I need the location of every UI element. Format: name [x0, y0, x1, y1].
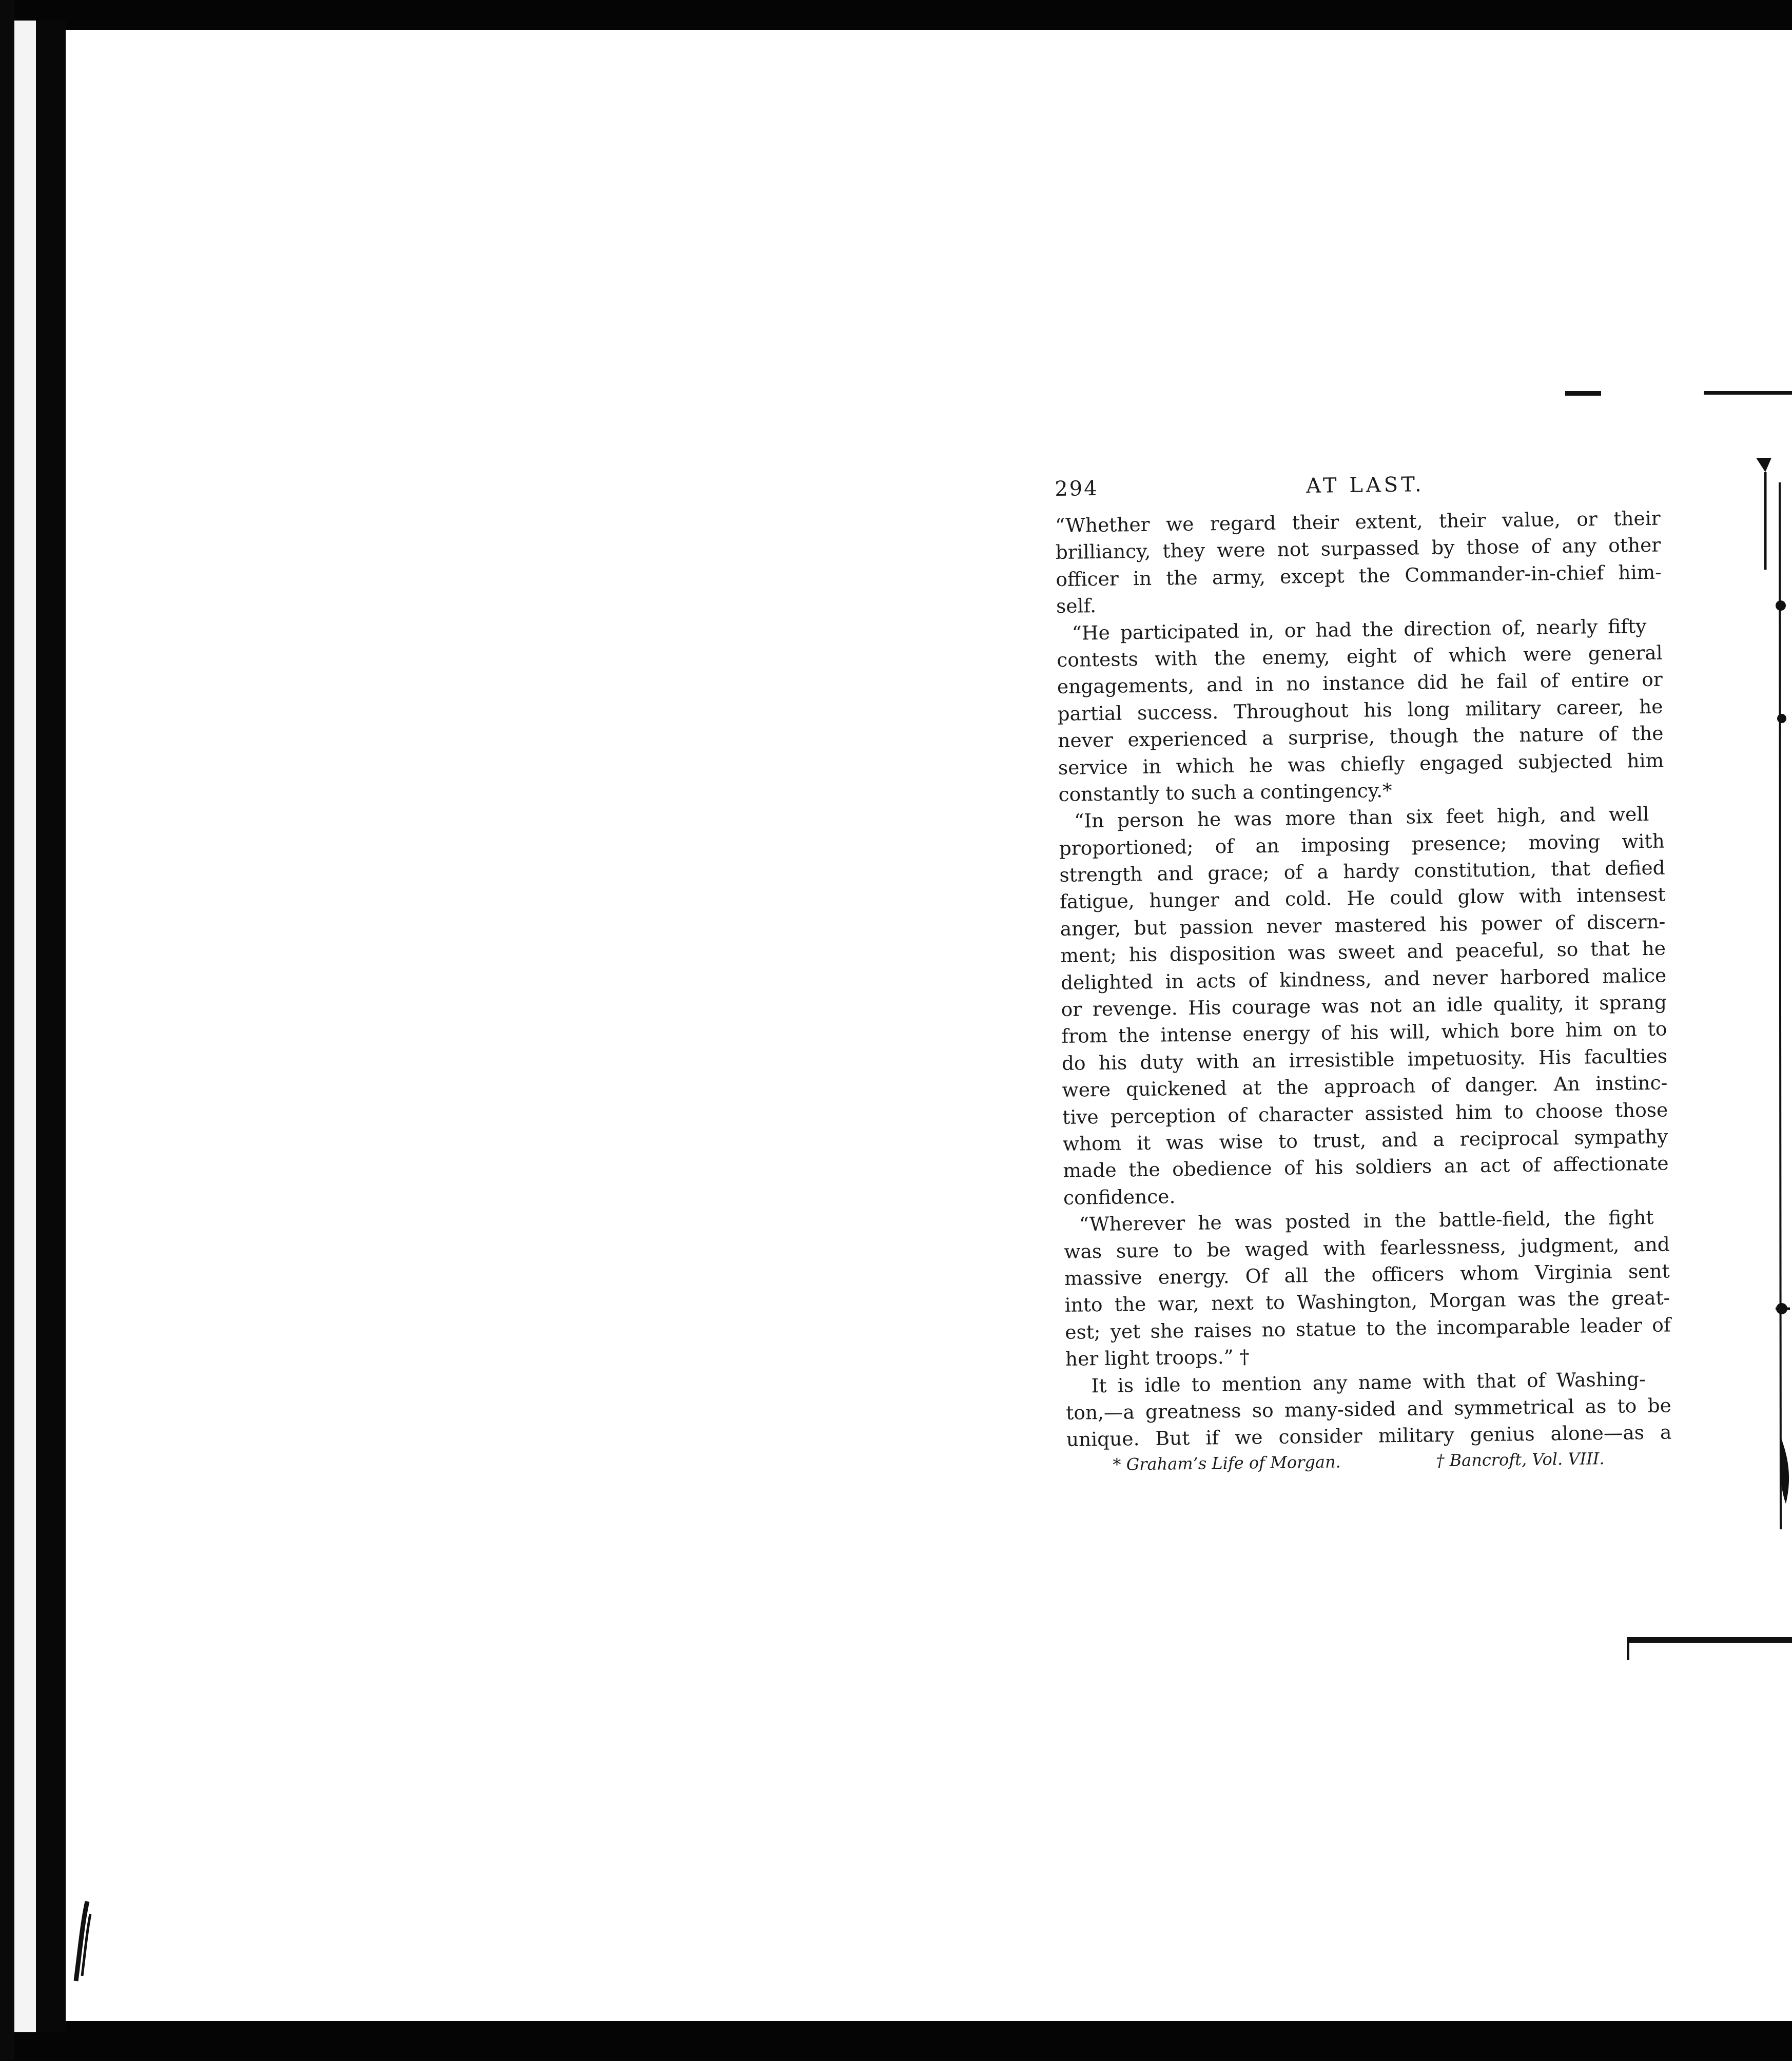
- text-line: into the war, next to Washington, Morgan was the great-: [1064, 1286, 1670, 1317]
- text-line: self.: [1056, 594, 1097, 618]
- footnote-star: * Graham’s Life of Morgan.: [1113, 1452, 1341, 1474]
- text-line: “Wherever he was posted in the battle-field, the fight: [1079, 1206, 1654, 1236]
- text-line: constantly to such a contingency.*: [1058, 779, 1392, 806]
- text-line: “In person he was more than six feet high, and well: [1074, 803, 1649, 832]
- text-line: unique. But if we consider military genius alone—as a: [1066, 1421, 1672, 1451]
- text-line: officer in the army, except the Commander-in-chief him-: [1056, 560, 1662, 591]
- text-line: her light troops.” †: [1065, 1345, 1250, 1370]
- text-line: massive energy. Of all the officers whom Virginia sent: [1064, 1259, 1670, 1290]
- text-line: confidence.: [1063, 1184, 1176, 1209]
- text-line: strength and grace; of a hardy constitution, that defied: [1059, 856, 1665, 887]
- frame-tick-bottom: [1627, 1640, 1629, 1660]
- text-line: tive perception of character assisted him to choose those: [1062, 1098, 1668, 1129]
- text-line: made the obedience of his soldiers an act of affectionate: [1063, 1152, 1669, 1182]
- text-line: ton,—a greatness so many-sided and symmetrical as to be: [1066, 1394, 1672, 1424]
- text-line: proportioned; of an imposing presence; moving with: [1059, 829, 1665, 860]
- running-head-title: AT LAST.: [1306, 473, 1425, 498]
- text-line: or revenge. His courage was not an idle quality, it sprang: [1061, 990, 1667, 1021]
- text-line: ment; his disposition was sweet and peaceful, so that he: [1060, 937, 1666, 967]
- text-line: engagements, and in no instance did he fail of entire or: [1057, 668, 1663, 698]
- frame-dash-top-left: [1565, 391, 1601, 396]
- scan-border-left-inner: [36, 21, 66, 2032]
- frame-vertical-ornament: [1750, 452, 1792, 1560]
- footnote-dagger: † Bancroft, Vol. VIII.: [1436, 1448, 1605, 1470]
- text-line: do his duty with an irresistible impetuosity. His faculties: [1061, 1044, 1668, 1075]
- text-line: service in which he was chiefly engaged subjected him: [1058, 749, 1664, 779]
- text-line: It is idle to mention any name with that of Washing-: [1091, 1367, 1646, 1397]
- scan-border-top: [0, 0, 1792, 30]
- page-number: 294: [1055, 476, 1099, 501]
- frame-rule-top-right: [1704, 391, 1792, 395]
- scan-border-left-gap: [14, 21, 36, 2032]
- text-line: whom it was wise to trust, and a reciprocal sympathy: [1062, 1125, 1668, 1155]
- text-line: from the intense energy of his will, which bore him on to: [1061, 1017, 1667, 1048]
- text-line: anger, but passion never mastered his power of discern-: [1060, 910, 1666, 940]
- text-line: never experienced a surprise, though the nature of the: [1058, 722, 1664, 752]
- text-line: “He participated in, or had the direction of, nearly fifty: [1072, 614, 1647, 645]
- text-line: est; yet she raises no statue to the incomparable leader of: [1065, 1313, 1671, 1344]
- text-line: was sure to be waged with fearlessness, judgment, and: [1064, 1233, 1670, 1263]
- frame-rule-bottom: [1627, 1637, 1792, 1643]
- scan-scratch-mark: [72, 1899, 92, 1986]
- text-line: were quickened at the approach of danger. An instinc-: [1062, 1071, 1668, 1102]
- text-line: delighted in acts of kindness, and never harbored malice: [1060, 964, 1667, 994]
- scan-border-bottom: [0, 2021, 1792, 2061]
- body-text: [1055, 505, 1672, 1453]
- text-line: fatigue, hunger and cold. He could glow with intensest: [1059, 883, 1666, 913]
- scan-border-left: [0, 0, 14, 2061]
- text-line: “Whether we regard their extent, their value, or their: [1055, 507, 1661, 537]
- book-page-text: [1055, 470, 1672, 1474]
- text-line: contests with the enemy, eight of which were general: [1057, 641, 1663, 671]
- text-line: partial success. Throughout his long military career, he: [1057, 695, 1663, 725]
- text-line: brilliancy, they were not surpassed by those of any other: [1055, 533, 1661, 564]
